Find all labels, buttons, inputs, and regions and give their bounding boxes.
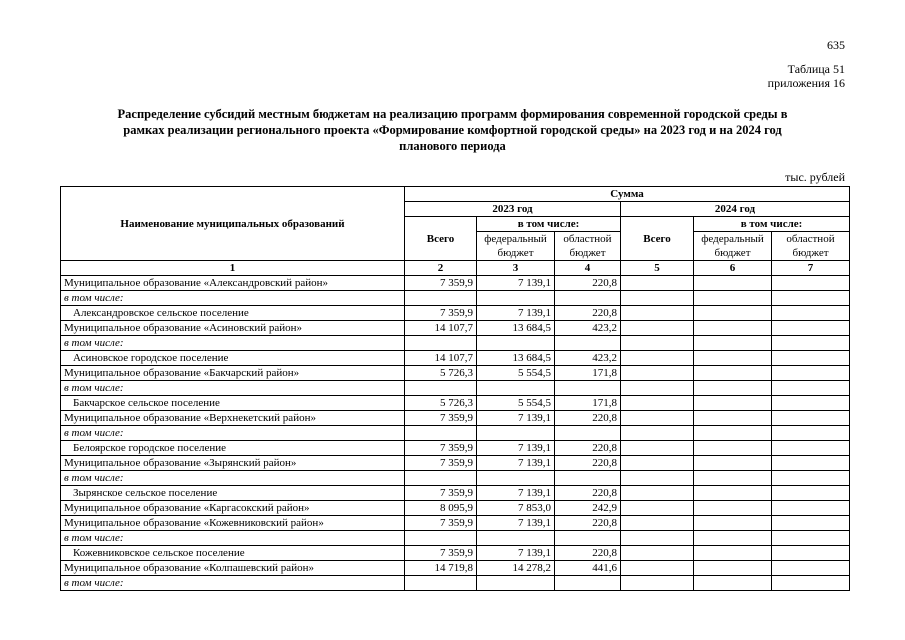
row-federal-2023 [477, 531, 555, 546]
row-name: Муниципальное образование «Кожевниковский район» [61, 516, 405, 531]
row-name: Муниципальное образование «Верхнекетский район» [61, 411, 405, 426]
row-total-2023: 7 359,9 [405, 306, 477, 321]
row-total-2023: 7 359,9 [405, 516, 477, 531]
row-regional-2023: 220,8 [555, 456, 621, 471]
row-name: Муниципальное образование «Александровский район» [61, 276, 405, 291]
row-federal-2023: 7 139,1 [477, 546, 555, 561]
row-federal-2023 [477, 291, 555, 306]
row-federal-2024 [694, 456, 772, 471]
title-line-3: планового периода [399, 139, 506, 153]
row-total-2024 [621, 546, 694, 561]
row-total-2023: 7 359,9 [405, 456, 477, 471]
row-regional-2023: 220,8 [555, 306, 621, 321]
row-total-2023: 14 107,7 [405, 351, 477, 366]
table-row [61, 381, 850, 396]
row-total-2023: 7 359,9 [405, 411, 477, 426]
units-label: тыс. рублей [785, 170, 845, 184]
row-federal-2023 [477, 426, 555, 441]
row-regional-2024 [772, 321, 850, 336]
row-total-2023 [405, 381, 477, 396]
row-regional-2023: 423,2 [555, 351, 621, 366]
row-total-2023: 7 359,9 [405, 276, 477, 291]
table-row [61, 351, 850, 366]
row-total-2023: 14 107,7 [405, 321, 477, 336]
row-regional-2024 [772, 336, 850, 351]
header-federal-2024: федеральный бюджет [694, 232, 772, 261]
row-name: Белоярское городское поселение [61, 441, 405, 456]
row-regional-2023 [555, 291, 621, 306]
row-regional-2023 [555, 336, 621, 351]
header-incl-2024: в том числе: [694, 217, 850, 232]
row-regional-2024 [772, 516, 850, 531]
row-federal-2024 [694, 276, 772, 291]
row-total-2024 [621, 276, 694, 291]
row-federal-2023: 7 139,1 [477, 411, 555, 426]
row-federal-2024 [694, 411, 772, 426]
row-total-2023: 7 359,9 [405, 486, 477, 501]
table-row [61, 426, 850, 441]
row-name: Асиновское городское поселение [61, 351, 405, 366]
row-regional-2024 [772, 531, 850, 546]
row-regional-2023: 220,8 [555, 486, 621, 501]
row-regional-2024 [772, 456, 850, 471]
header-year-2024: 2024 год [621, 202, 850, 217]
row-total-2023 [405, 471, 477, 486]
table-row [61, 411, 850, 426]
row-regional-2023 [555, 576, 621, 591]
row-total-2023 [405, 426, 477, 441]
row-regional-2023: 423,2 [555, 321, 621, 336]
row-federal-2024 [694, 336, 772, 351]
table-ref-line2: приложения 16 [767, 76, 845, 90]
row-regional-2024 [772, 396, 850, 411]
row-total-2024 [621, 291, 694, 306]
row-federal-2024 [694, 396, 772, 411]
row-total-2023 [405, 336, 477, 351]
row-federal-2024 [694, 381, 772, 396]
row-regional-2024 [772, 381, 850, 396]
row-regional-2024 [772, 546, 850, 561]
row-federal-2023: 5 554,5 [477, 366, 555, 381]
header-total-2023: Всего [405, 217, 477, 261]
row-name: в том числе: [61, 291, 405, 306]
row-regional-2023: 220,8 [555, 411, 621, 426]
row-regional-2024 [772, 276, 850, 291]
row-total-2024 [621, 396, 694, 411]
row-total-2024 [621, 486, 694, 501]
col-number: 5 [621, 261, 694, 276]
row-regional-2024 [772, 576, 850, 591]
header-name: Наименование муниципальных образований [61, 187, 405, 261]
table-row [61, 336, 850, 351]
row-regional-2023: 242,9 [555, 501, 621, 516]
table-row [61, 471, 850, 486]
row-federal-2023: 13 684,5 [477, 351, 555, 366]
row-name: Бакчарское сельское поселение [61, 396, 405, 411]
row-federal-2023: 7 139,1 [477, 516, 555, 531]
row-federal-2024 [694, 501, 772, 516]
col-number: 7 [772, 261, 850, 276]
row-federal-2024 [694, 516, 772, 531]
row-total-2024 [621, 471, 694, 486]
row-federal-2023: 7 139,1 [477, 456, 555, 471]
row-federal-2023 [477, 336, 555, 351]
row-federal-2024 [694, 561, 772, 576]
row-name: Муниципальное образование «Бакчарский район» [61, 366, 405, 381]
row-name: Зырянское сельское поселение [61, 486, 405, 501]
document-title [60, 106, 845, 154]
row-federal-2024 [694, 441, 772, 456]
row-total-2024 [621, 501, 694, 516]
row-regional-2023: 171,8 [555, 366, 621, 381]
table-ref-line1: Таблица 51 [787, 62, 845, 76]
row-federal-2023: 14 278,2 [477, 561, 555, 576]
col-number: 1 [61, 261, 405, 276]
row-federal-2023 [477, 471, 555, 486]
row-federal-2024 [694, 321, 772, 336]
row-regional-2023: 171,8 [555, 396, 621, 411]
row-regional-2024 [772, 411, 850, 426]
row-federal-2024 [694, 576, 772, 591]
row-federal-2023 [477, 381, 555, 396]
row-total-2024 [621, 336, 694, 351]
row-total-2024 [621, 381, 694, 396]
header-federal-2023: федеральный бюджет [477, 232, 555, 261]
row-federal-2023: 7 139,1 [477, 276, 555, 291]
row-federal-2023 [477, 576, 555, 591]
row-regional-2024 [772, 471, 850, 486]
row-regional-2024 [772, 486, 850, 501]
row-federal-2023: 13 684,5 [477, 321, 555, 336]
row-total-2023: 7 359,9 [405, 441, 477, 456]
row-name: Муниципальное образование «Колпашевский район» [61, 561, 405, 576]
row-federal-2023: 7 853,0 [477, 501, 555, 516]
row-total-2023: 7 359,9 [405, 546, 477, 561]
row-federal-2024 [694, 486, 772, 501]
row-regional-2024 [772, 291, 850, 306]
row-regional-2024 [772, 441, 850, 456]
table-row [61, 456, 850, 471]
row-federal-2024 [694, 546, 772, 561]
row-regional-2023 [555, 531, 621, 546]
col-number: 2 [405, 261, 477, 276]
row-name: в том числе: [61, 531, 405, 546]
page-number: 635 [827, 38, 845, 52]
row-regional-2024 [772, 351, 850, 366]
table-row [61, 276, 850, 291]
table-row [61, 501, 850, 516]
row-total-2024 [621, 441, 694, 456]
table-body [61, 276, 850, 591]
row-regional-2024 [772, 426, 850, 441]
row-total-2023 [405, 576, 477, 591]
table-row [61, 291, 850, 306]
row-total-2024 [621, 456, 694, 471]
row-federal-2024 [694, 531, 772, 546]
table-row [61, 516, 850, 531]
table-row [61, 441, 850, 456]
row-total-2023 [405, 291, 477, 306]
row-total-2024 [621, 561, 694, 576]
header-incl-2023: в том числе: [477, 217, 621, 232]
row-total-2024 [621, 351, 694, 366]
row-regional-2023 [555, 381, 621, 396]
row-name: Александровское сельское поселение [61, 306, 405, 321]
row-total-2023: 5 726,3 [405, 396, 477, 411]
row-regional-2024 [772, 366, 850, 381]
row-federal-2023: 7 139,1 [477, 441, 555, 456]
row-total-2024 [621, 306, 694, 321]
row-federal-2024 [694, 306, 772, 321]
row-total-2024 [621, 366, 694, 381]
row-regional-2024 [772, 306, 850, 321]
table-row [61, 531, 850, 546]
row-total-2023: 5 726,3 [405, 366, 477, 381]
row-total-2024 [621, 321, 694, 336]
row-regional-2023: 220,8 [555, 546, 621, 561]
row-name: в том числе: [61, 471, 405, 486]
row-regional-2024 [772, 501, 850, 516]
header-year-2023: 2023 год [405, 202, 621, 217]
table-row [61, 396, 850, 411]
row-federal-2023: 7 139,1 [477, 306, 555, 321]
row-regional-2023: 220,8 [555, 441, 621, 456]
table-row [61, 321, 850, 336]
row-federal-2024 [694, 351, 772, 366]
table-row [61, 306, 850, 321]
table-row [61, 366, 850, 381]
row-name: Кожевниковское сельское поселение [61, 546, 405, 561]
row-total-2024 [621, 426, 694, 441]
row-name: в том числе: [61, 576, 405, 591]
row-regional-2023 [555, 471, 621, 486]
title-line-2: рамках реализации регионального проекта «Формирование комфортной городской среды» на 2023 год и на 2024 год [123, 123, 782, 137]
row-federal-2024 [694, 426, 772, 441]
row-regional-2023: 220,8 [555, 516, 621, 531]
row-federal-2024 [694, 366, 772, 381]
row-name: Муниципальное образование «Асиновский район» [61, 321, 405, 336]
row-total-2023: 8 095,9 [405, 501, 477, 516]
col-number: 6 [694, 261, 772, 276]
table-row [61, 576, 850, 591]
row-name: Муниципальное образование «Зырянский район» [61, 456, 405, 471]
row-total-2024 [621, 576, 694, 591]
row-total-2024 [621, 411, 694, 426]
table-row [61, 486, 850, 501]
header-regional-2023: областной бюджет [555, 232, 621, 261]
col-number: 4 [555, 261, 621, 276]
row-total-2024 [621, 531, 694, 546]
row-name: в том числе: [61, 336, 405, 351]
table-row [61, 561, 850, 576]
table-reference [768, 62, 845, 90]
row-total-2023: 14 719,8 [405, 561, 477, 576]
header-sum: Сумма [405, 187, 850, 202]
header-regional-2024: областной бюджет [772, 232, 850, 261]
column-number-row [61, 261, 850, 276]
title-line-1: Распределение субсидий местным бюджетам на реализацию программ формирования современной городской среды в [117, 107, 788, 121]
col-number: 3 [477, 261, 555, 276]
row-federal-2023: 7 139,1 [477, 486, 555, 501]
row-regional-2023 [555, 426, 621, 441]
row-total-2024 [621, 516, 694, 531]
row-name: Муниципальное образование «Каргасокский район» [61, 501, 405, 516]
row-name: в том числе: [61, 381, 405, 396]
subsidy-table [60, 186, 850, 591]
row-federal-2023: 5 554,5 [477, 396, 555, 411]
row-total-2023 [405, 531, 477, 546]
row-regional-2023: 441,6 [555, 561, 621, 576]
table-row [61, 546, 850, 561]
row-name: в том числе: [61, 426, 405, 441]
row-regional-2024 [772, 561, 850, 576]
header-total-2024: Всего [621, 217, 694, 261]
row-federal-2024 [694, 471, 772, 486]
row-federal-2024 [694, 291, 772, 306]
row-regional-2023: 220,8 [555, 276, 621, 291]
